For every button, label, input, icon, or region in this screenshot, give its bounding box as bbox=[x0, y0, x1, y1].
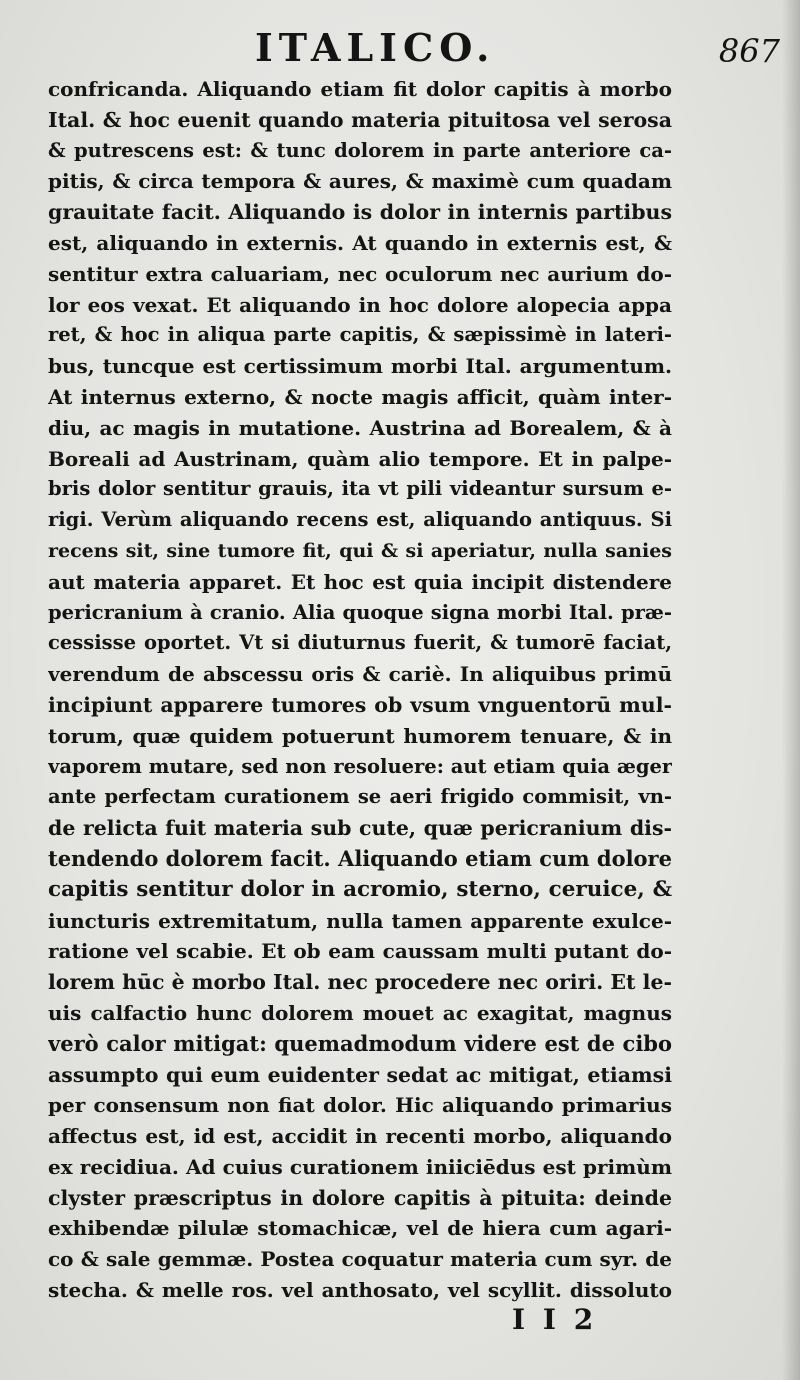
body-text bbox=[48, 74, 672, 1306]
text-line: recens sit, sine tumore fit, qui & si aperiatur, nulla sanies bbox=[48, 539, 672, 562]
text-line: lor eos vexat. Et aliquando in hoc dolore alopecia appa bbox=[48, 292, 672, 317]
text-line: grauitate facit. Aliquando is dolor in internis partibus bbox=[48, 200, 672, 225]
text-line: pericranium à cranio. Alia quoque signa morbi Ital. præ- bbox=[48, 600, 672, 624]
text-line: pitis, & circa tempora & aures, & maximè cum quadam bbox=[48, 169, 672, 194]
text-line: diu, ac magis in mutatione. Austrina ad Borealem, & à bbox=[48, 415, 672, 440]
text-line: est, aliquando in externis. At quando in externis est, & bbox=[48, 230, 672, 255]
text-line: verendum de abscessu oris & cariè. In aliquibus primū bbox=[48, 662, 672, 687]
text-line: bris dolor sentitur grauis, ita vt pili videantur sursum e- bbox=[48, 477, 672, 501]
text-line: confricanda. Aliquando etiam fit dolor capitis à morbo bbox=[48, 77, 672, 101]
running-head: ITALICO. bbox=[255, 25, 496, 70]
text-line: vaporem mutare, sed non resoluere: aut etiam quia æger bbox=[48, 754, 672, 778]
text-line: uis calfactio hunc dolorem mouet ac exagitat, magnus bbox=[48, 1000, 672, 1025]
text-line: co & sale gemmæ. Postea coquatur materia cum syr. de bbox=[48, 1247, 672, 1272]
text-line: assumpto qui eum euidenter sedat ac mitigat, etiamsi bbox=[48, 1062, 672, 1087]
text-line: Boreali ad Austrinam, quàm alio tempore. Et in palpe- bbox=[48, 446, 672, 471]
text-line: incipiunt apparere tumores ob vsum vnguentorū mul- bbox=[48, 692, 672, 717]
text-line: affectus est, id est, accidit in recenti morbo, aliquando bbox=[48, 1124, 672, 1149]
text-line: per consensum non fiat dolor. Hic aliquando primarius bbox=[48, 1093, 672, 1118]
text-line: tendendo dolorem facit. Aliquando etiam cum dolore bbox=[48, 845, 672, 871]
text-line: lorem hūc è morbo Ital. nec procedere nec oriri. Et le- bbox=[48, 970, 672, 995]
text-line: iuncturis extremitatum, nulla tamen apparente exulce- bbox=[48, 908, 672, 933]
page-header bbox=[40, 22, 780, 74]
text-line: de relicta fuit materia sub cute, quæ pericranium dis- bbox=[48, 816, 672, 841]
text-line: clyster præscriptus in dolore capitis à pituita: deinde bbox=[48, 1185, 672, 1210]
text-line: At internus externo, & nocte magis afficit, quàm inter- bbox=[48, 384, 672, 409]
text-line: ret, & hoc in aliqua parte capitis, & sæpissimè in lateri- bbox=[48, 323, 672, 347]
text-line: ex recidiua. Ad cuius curationem iniiciēdus est primùm bbox=[48, 1154, 672, 1179]
text-line: ratione vel scabie. Et ob eam caussam multi putant do- bbox=[48, 939, 672, 964]
text-line: Ital. & hoc euenit quando materia pituitosa vel serosa bbox=[48, 107, 672, 132]
text-line: bus, tuncque est certissimum morbi Ital. argumentum. bbox=[48, 354, 672, 379]
text-line: capitis sentitur dolor in acromio, sterno, ceruice, & bbox=[48, 876, 672, 902]
text-line: sentitur extra caluariam, nec oculorum nec aurium do- bbox=[48, 261, 672, 286]
text-line: exhibendæ pilulæ stomachicæ, vel de hiera cum agari- bbox=[48, 1216, 672, 1241]
text-line: ante perfectam curationem se aeri frigido commisit, vn- bbox=[48, 785, 672, 809]
page-number: 867 bbox=[718, 32, 780, 70]
text-line: cessisse oportet. Vt si diuturnus fuerit, & tumorē faciat, bbox=[48, 631, 672, 655]
signature-mark: I I 2 bbox=[512, 1303, 598, 1336]
text-line: & putrescens est: & tunc dolorem in parte anteriore ca- bbox=[48, 138, 672, 162]
text-line: stecha. & melle ros. vel anthosato, vel scyllit. dissoluto bbox=[48, 1278, 672, 1303]
text-line: verò calor mitigat: quemadmodum videre est de cibo bbox=[48, 1030, 672, 1056]
scan-shadow bbox=[782, 0, 800, 1380]
text-line: torum, quæ quidem potuerunt humorem tenuare, & in bbox=[48, 723, 672, 748]
text-line: aut materia apparet. Et hoc est quia incipit distendere bbox=[48, 569, 672, 594]
text-line: rigi. Verùm aliquando recens est, aliquando antiquus. Si bbox=[48, 508, 672, 532]
